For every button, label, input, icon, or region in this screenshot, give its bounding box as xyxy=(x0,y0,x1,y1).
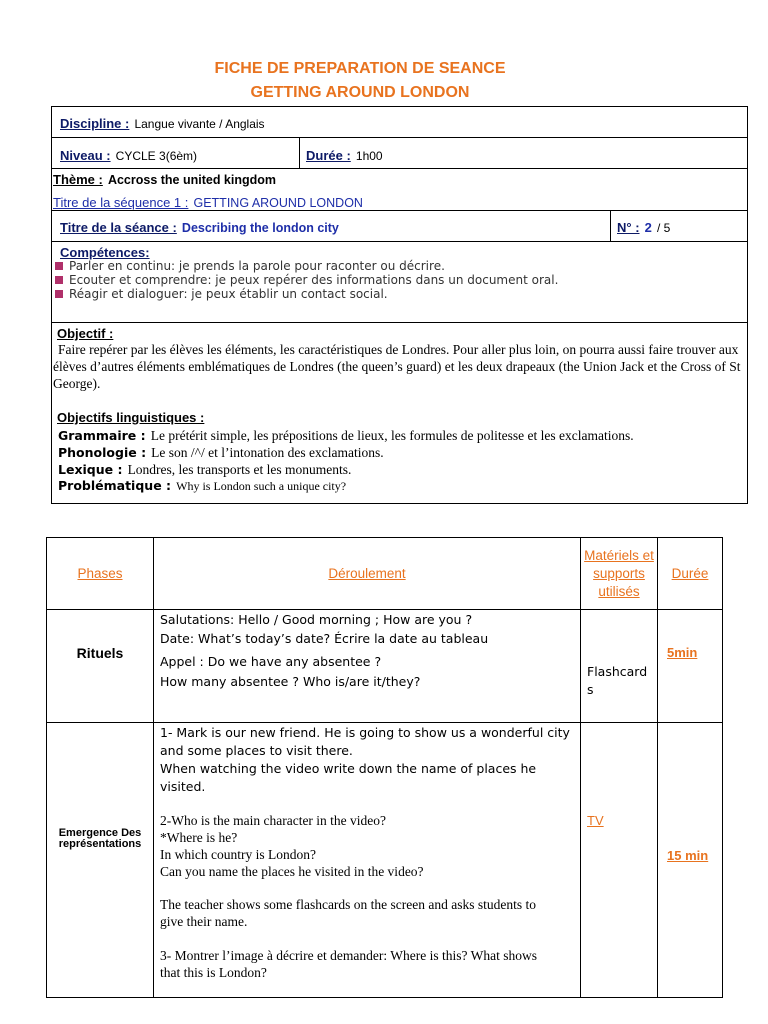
deroulement-line: The teacher shows some flashcards on the screen and asks students to give their name. xyxy=(160,897,537,929)
competence-item xyxy=(55,259,558,273)
phase-cell xyxy=(46,722,154,998)
bullet-square-icon xyxy=(55,262,63,270)
seance-row xyxy=(60,217,339,236)
sequence-label: Titre de la séquence 1 : xyxy=(53,195,189,210)
niveau-label: Niveau : xyxy=(60,148,111,163)
phase-rituels: Rituels xyxy=(76,645,124,661)
theme-value: Accross the united kingdom xyxy=(107,173,277,187)
deroulement-line: In which country is London? xyxy=(160,847,316,862)
deroulement-cell xyxy=(153,609,581,723)
numero-label: N° : xyxy=(617,220,640,235)
ling-key: Grammaire : xyxy=(58,428,146,443)
deroulement-line: How many absentee ? Who is/are it/they? xyxy=(160,674,421,689)
deroulement-line: 1- Mark is our new friend. He is going to show us a wonderful city and some places to visit there. xyxy=(160,725,570,758)
deroulement-cell xyxy=(153,722,581,998)
competence-item xyxy=(55,273,558,287)
divider xyxy=(51,241,748,242)
ling-list xyxy=(58,425,746,491)
deroulement-line: 2-Who is the main character in the video? xyxy=(160,813,387,828)
document-title-line2: GETTING AROUND LONDON xyxy=(250,84,470,101)
document-title-line1: FICHE DE PREPARATION DE SEANCE xyxy=(214,60,506,77)
ling-value: Le prétérit simple, les prépositions de lieux, les formules de politesse et les exclamations. xyxy=(150,428,634,443)
materiel-cell xyxy=(580,609,658,723)
ling-item xyxy=(58,475,746,491)
materiel-flashcards: Flashcards xyxy=(587,664,648,697)
niveau-row xyxy=(60,145,197,164)
ling-item xyxy=(58,425,746,442)
competence-item xyxy=(55,287,558,301)
header-materiels: Matériels et supports utilisés xyxy=(584,547,654,599)
duree-cell xyxy=(657,609,723,723)
numero-total: / 5 xyxy=(656,221,671,235)
divider xyxy=(51,137,748,138)
sequence-value: GETTING AROUND LONDON xyxy=(193,196,363,210)
materiel-cell xyxy=(580,722,658,998)
competences-list xyxy=(55,259,558,301)
ling-key: Phonologie : xyxy=(58,445,147,460)
duree-cell xyxy=(657,722,723,998)
materiel-tv: TV xyxy=(587,813,604,828)
bullet-square-icon xyxy=(55,276,63,284)
ling-value: Why is London such a unique city? xyxy=(176,479,347,493)
duree-15min: 15 min xyxy=(667,848,709,863)
objectif-text: Faire repérer par les élèves les éléments, les caractéristiques de Londres. Pour aller plus loin, on pourra aussi faire trouver aux élèves d’autres éléments emblématiques de Londres (the queen’s guard) et les deux drapeaux (the Union Jack et the Cross of St George). xyxy=(53,342,741,391)
header-cell-phases xyxy=(46,537,154,610)
header-duree: Durée xyxy=(671,566,709,581)
numero-row xyxy=(617,217,670,236)
ling-label: Objectifs linguistiques : xyxy=(57,410,205,425)
ling-key: Lexique : xyxy=(58,462,123,477)
competence-text: Ecouter et comprendre: je peux repérer des informations dans un document oral. xyxy=(69,273,559,287)
numero-value: 2 xyxy=(644,220,652,235)
header-deroulement: Déroulement xyxy=(328,566,406,581)
objectif-label: Objectif : xyxy=(57,326,114,341)
seance-value: Describing the london city xyxy=(181,221,339,235)
seance-label: Titre de la séance : xyxy=(60,220,177,235)
objectif-label-row xyxy=(57,323,113,342)
divider xyxy=(610,210,611,241)
theme-row xyxy=(53,169,276,188)
deroulement-line: *Where is he? xyxy=(160,830,238,845)
phase-emergence: Emergence Des représentations xyxy=(58,827,142,850)
duree-5min: 5min xyxy=(667,645,698,660)
ling-item xyxy=(58,459,746,475)
competence-text: Parler en continu: je prends la parole pour raconter ou décrire. xyxy=(69,259,445,273)
competence-text: Réagir et dialoguer: je peux établir un contact social. xyxy=(69,287,388,301)
header-cell-deroulement xyxy=(153,537,581,610)
duree-label: Durée : xyxy=(306,148,351,163)
header-cell-duree xyxy=(657,537,723,610)
deroulement-line: Salutations: Hello / Good morning ; How are you ? xyxy=(160,612,473,627)
deroulement-line: When watching the video write down the name of places he visited. xyxy=(160,761,537,794)
deroulement-line: 3- Montrer l’image à décrire et demander: Where is this? What shows that this is London? xyxy=(160,948,537,980)
divider xyxy=(299,137,300,168)
ling-value: Londres, les transports et les monuments. xyxy=(127,462,352,477)
phase-cell xyxy=(46,609,154,723)
discipline-value: Langue vivante / Anglais xyxy=(134,117,265,131)
competences-heading: Compétences: xyxy=(60,245,150,260)
bullet-square-icon xyxy=(55,290,63,298)
header-phases: Phases xyxy=(77,566,123,581)
deroulement-line: Can you name the places he visited in the video? xyxy=(160,864,424,879)
duree-value: 1h00 xyxy=(355,149,383,163)
divider xyxy=(51,210,748,211)
ling-key: Problématique : xyxy=(58,478,172,493)
divider xyxy=(51,322,748,323)
discipline-label: Discipline : xyxy=(60,116,130,131)
discipline-row xyxy=(60,113,265,132)
ling-label-row xyxy=(57,407,204,426)
sequence-row xyxy=(53,192,363,211)
ling-value: Le son /^/ et l’intonation des exclamations. xyxy=(151,445,384,460)
deroulement-line: Date: What’s today’s date? Écrire la date au tableau xyxy=(160,631,489,646)
deroulement-line: Appel : Do we have any absentee ? xyxy=(160,654,382,669)
header-cell-materiels xyxy=(580,537,658,610)
duree-row xyxy=(306,145,383,164)
ling-item xyxy=(58,442,746,459)
theme-label: Thème : xyxy=(53,172,103,187)
niveau-value: CYCLE 3(6èm) xyxy=(115,149,198,163)
